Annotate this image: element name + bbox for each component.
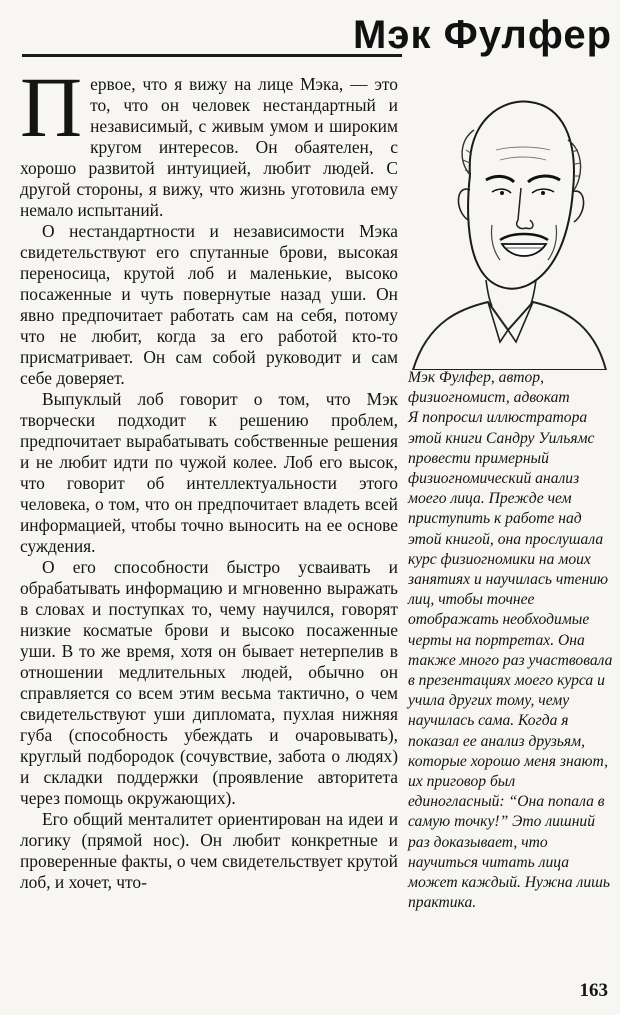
page-title: Мэк Фулфер: [353, 13, 612, 57]
portrait-mouth: [502, 244, 546, 256]
article-body: [20, 59, 398, 893]
page-header: [0, 12, 620, 62]
portrait-brows: [486, 176, 560, 182]
article-paragraph: О нестандартности и независимости Мэка свидетельствуют его спутанные брови, высокая переносица, крутой лоб и маленькие, высоко посаженные и чуть повернутые назад уши. Он явно предпочитает работать сам на себя, потому что не любит, когда за его работой кто-то присматривает. Он сам собой руководит и сам себе доверяет.: [20, 221, 398, 388]
header-rule: [22, 54, 402, 57]
article-paragraph: Выпуклый лоб говорит о том, что Мэк творчески подходит к решению проблем, предпочитает вырабатывать собственные решения и не любит идти по чужой колее. Лоб его высок, что говорит об интеллектуальности этого человека, о том, что он предпочитает владеть всей информацией, чтобы точно выносить на ее основе суждения.: [20, 389, 398, 556]
portrait-shoulders: [413, 302, 606, 370]
portrait-nose: [517, 188, 533, 229]
portrait-illustration: [408, 80, 608, 370]
page-number: 163: [579, 980, 608, 1001]
article-paragraph: О его способности быстро усваивать и обрабатывать информацию и мгновенно выражать в словах и поступках то, чему научился, говорят низкие косматые брови и высоко посаженные уши. В то же время, хотя он бывает нетерпелив в отношении медлительных людей, обычно он справляется со всем этим весьма тактично, о чем свидетельствуют уши дипломата, пухлая нижняя губа (способность убеждать и очаровывать), круглый подбородок (сочувствие, забота о людях) и складки поддержки (проявление авторитета через помощь окружающих).: [20, 557, 398, 808]
drop-cap: П: [20, 59, 83, 155]
portrait-caption: [408, 368, 613, 913]
caption-lead: Мэк Фулфер, автор, физиогномист, адвокат: [408, 369, 570, 407]
article-paragraph: Его общий менталитет ориентирован на идеи и логику (прямой нос). Он любит конкретные и проверенные факты, о чем свидетельствует крутой лоб, и хочет, что-: [20, 809, 398, 892]
article-paragraph: Первое, что я вижу на лице Мэка, — это то, что он человек нестандартный и независимый, с живым умом и широким кругом интересов. Он обаятелен, с хорошо развитой интуицией, любит людей. С другой стороны, я вижу, что жизнь уготовила ему немало испытаний.: [20, 59, 398, 220]
caption-text: Я попросил иллюстратора этой книги Сандру Уильямс провести примерный физиогномический анализ моего лица. Прежде чем приступить к работе над этой книгой, она прослушала курс физиогномики на моих занятиях и научилась чтению лиц, чтобы точнее отображать необходимые черты на портретах. Она также много раз участвовала в презентациях моего курса и учила других тому, чему научилась сама. Когда я показал ее анализ друзьям, которые хорошо меня знают, их приговор был единогласный: “Она попала в самую точку!” Это лишний раз доказывает, что научиться читать лица может каждый. Нужна лишь практика.: [408, 409, 613, 912]
